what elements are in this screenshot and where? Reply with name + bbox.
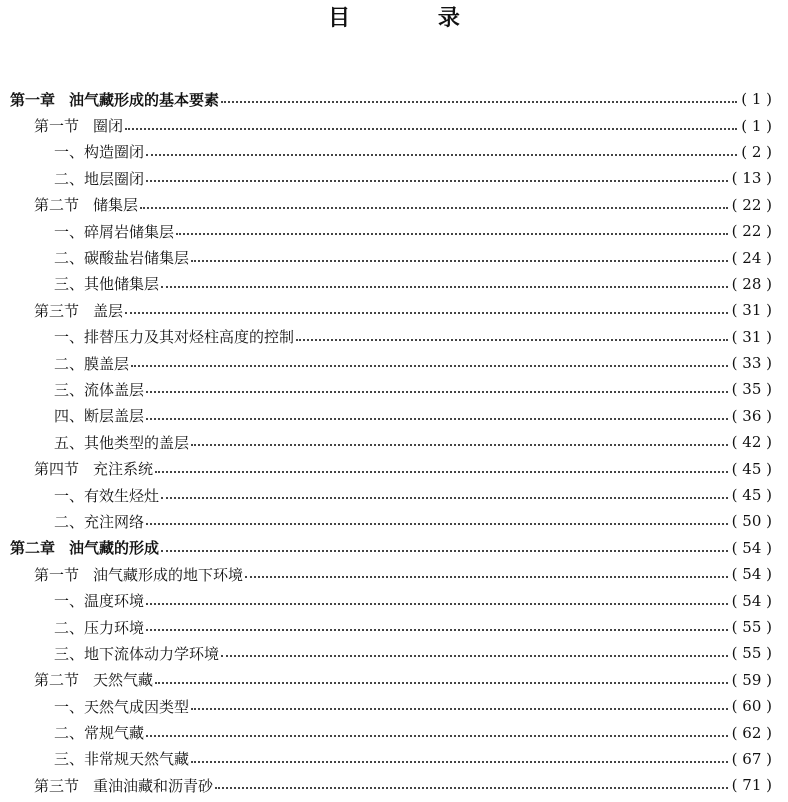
- toc-entry-page: ( 24 ): [731, 248, 772, 267]
- toc-entry-title: 流体盖层: [84, 380, 145, 399]
- toc-entry-chapter: [0, 535, 788, 561]
- toc-entry-title: 有效生烃灶: [84, 486, 160, 505]
- toc-entry-number: 第二章: [10, 539, 56, 558]
- toc-entry-title: 碎屑岩储集层: [84, 222, 175, 241]
- toc-entry-number: 二、: [54, 249, 85, 268]
- dot-leader: [155, 682, 728, 684]
- toc-entry-title: 其他储集层: [84, 275, 160, 294]
- toc-entry-number: 第一章: [10, 90, 56, 109]
- toc-entry-number: 第三节: [34, 776, 80, 795]
- toc-entry-title: 油气藏形成的基本要素: [69, 90, 220, 109]
- toc-entry-page: ( 55 ): [731, 618, 772, 636]
- toc-entry-label: [54, 485, 159, 506]
- toc-entry-section: [0, 192, 788, 218]
- toc-entry-item: [0, 139, 788, 165]
- toc-entry-page: ( 35 ): [731, 380, 772, 399]
- toc-entry-item: [0, 244, 788, 270]
- toc-entry-label: [54, 405, 144, 426]
- toc-entry-title: 圈闭: [93, 117, 124, 136]
- toc-entry-section: [0, 561, 788, 587]
- toc-entry-label: [54, 221, 174, 242]
- toc-entry-section: [0, 112, 788, 138]
- toc-entry-page: ( 62 ): [731, 723, 772, 742]
- toc-entry-section: [0, 297, 788, 323]
- toc-entry-number: 三、: [54, 750, 85, 769]
- toc-entry-number: 二、: [54, 354, 85, 373]
- toc-entry-label: [54, 379, 144, 400]
- toc-entry-page: ( 33 ): [731, 354, 772, 373]
- toc-entry-label: [34, 300, 123, 321]
- toc-entry-number: 一、: [54, 328, 85, 347]
- dot-leader: [221, 655, 728, 657]
- toc-entry-number: 二、: [54, 169, 85, 188]
- toc-entry-title: 构造圈闭: [84, 143, 145, 162]
- dot-leader: [161, 550, 728, 552]
- dot-leader: [176, 233, 728, 235]
- dot-leader: [146, 523, 728, 525]
- toc-entry-label: [34, 669, 153, 690]
- dot-leader: [146, 154, 737, 156]
- toc-entry-label: [54, 643, 219, 664]
- toc-entry-number: 一、: [54, 143, 85, 162]
- toc-entry-title: 温度环境: [84, 592, 145, 611]
- toc-entry-title: 地层圈闭: [84, 169, 145, 188]
- toc-entry-number: 二、: [54, 618, 85, 637]
- dot-leader: [221, 101, 737, 103]
- dot-leader: [146, 418, 728, 420]
- toc-entry-label: [54, 168, 144, 189]
- dot-leader: [146, 629, 728, 631]
- toc-entry-number: 一、: [54, 697, 85, 716]
- dot-leader: [146, 180, 728, 182]
- toc-entry-label: [54, 696, 189, 717]
- toc-entry-label: [54, 273, 159, 294]
- toc-entry-label: [54, 617, 144, 638]
- toc-entry-label: [10, 89, 219, 110]
- toc-entry-title: 非常规天然气藏: [84, 750, 190, 769]
- dot-leader: [161, 286, 728, 288]
- toc-entry-item: [0, 614, 788, 640]
- toc-entry-number: 第三节: [34, 301, 80, 320]
- dot-leader: [125, 312, 728, 314]
- toc-entry-item: [0, 719, 788, 745]
- toc-entry-item: [0, 693, 788, 719]
- toc-entry-title: 重油油藏和沥青砂: [93, 776, 214, 795]
- dot-leader: [191, 444, 728, 446]
- toc-entry-page: ( 71 ): [731, 776, 772, 795]
- toc-entry-number: 二、: [54, 724, 85, 743]
- toc-entry-title: 膜盖层: [84, 354, 130, 373]
- toc-entry-title: 油气藏形成的地下环境: [93, 565, 244, 584]
- toc-entry-title: 其他类型的盖层: [84, 433, 190, 452]
- toc-entry-title: 盖层: [93, 301, 124, 320]
- toc-entry-page: ( 55 ): [731, 644, 772, 663]
- toc-entry-section: [0, 772, 788, 798]
- toc-entry-page: ( 31 ): [731, 327, 772, 346]
- toc-entry-item: [0, 482, 788, 508]
- toc-entry-item: [0, 587, 788, 613]
- toc-entry-label: [10, 537, 159, 558]
- toc-entry-label: [54, 511, 144, 532]
- toc-entry-page: ( 31 ): [731, 301, 772, 320]
- dot-leader: [191, 260, 728, 262]
- toc-entry-label: [54, 141, 144, 162]
- toc-entry-item: [0, 746, 788, 772]
- toc-entry-item: [0, 218, 788, 244]
- toc-entry-title: 天然气藏: [93, 671, 154, 690]
- toc-entry-page: ( 28 ): [731, 274, 772, 293]
- toc-entry-label: [54, 247, 189, 268]
- toc-entry-item: [0, 165, 788, 191]
- toc-entry-number: 四、: [54, 407, 85, 426]
- toc-entry-page: ( 54 ): [731, 538, 772, 557]
- toc-entry-label: [54, 590, 144, 611]
- toc-entry-number: 一、: [54, 486, 85, 505]
- toc-entry-item: [0, 429, 788, 455]
- toc-entry-number: 第二节: [34, 196, 80, 215]
- toc-entry-title: 天然气成因类型: [84, 697, 190, 716]
- dot-leader: [191, 708, 728, 710]
- dot-leader: [125, 128, 737, 130]
- toc-entry-page: ( 54 ): [731, 591, 772, 610]
- toc-entry-number: 一、: [54, 222, 85, 241]
- toc-entry-page: ( 22 ): [731, 222, 772, 241]
- toc-entry-number: 三、: [54, 275, 85, 294]
- dot-leader: [161, 497, 728, 499]
- dot-leader: [215, 787, 728, 789]
- dot-leader: [146, 391, 728, 393]
- toc-entry-label: [34, 564, 243, 585]
- toc-entry-number: 三、: [54, 644, 85, 663]
- toc-entry-page: ( 42 ): [731, 433, 772, 452]
- toc-entry-chapter: [0, 86, 788, 112]
- toc-entry-label: [54, 432, 189, 453]
- toc-entry-title: 压力环境: [84, 618, 145, 637]
- toc-entry-section: [0, 455, 788, 481]
- toc-entry-title: 地下流体动力学环境: [84, 644, 220, 663]
- toc-entry-item: [0, 376, 788, 402]
- toc-entry-item: [0, 350, 788, 376]
- toc-entry-title: 充注系统: [93, 460, 154, 479]
- toc-entry-number: 三、: [54, 380, 85, 399]
- toc-entry-label: [34, 775, 213, 796]
- toc-entry-label: [34, 194, 138, 215]
- toc-entry-page: ( 50 ): [731, 512, 772, 531]
- toc-entry-label: [54, 353, 129, 374]
- dot-leader: [131, 365, 728, 367]
- toc-entry-title: 储集层: [93, 196, 139, 215]
- toc-entry-label: [54, 722, 144, 743]
- toc-entry-page: ( 67 ): [731, 749, 772, 768]
- toc-entry-label: [54, 748, 189, 769]
- toc-entry-page: ( 1 ): [741, 90, 772, 109]
- toc-entry-title: 常规气藏: [84, 724, 145, 743]
- dot-leader: [155, 471, 728, 473]
- toc-entry-number: 二、: [54, 512, 85, 531]
- dot-leader: [146, 735, 728, 737]
- toc-entry-label: [34, 115, 123, 136]
- toc-entry-item: [0, 640, 788, 666]
- toc-entry-title: 排替压力及其对烃柱高度的控制: [84, 328, 295, 347]
- toc-entry-number: 第一节: [34, 565, 80, 584]
- page-title: 目 录: [328, 6, 500, 31]
- toc-entry-title: 断层盖层: [84, 407, 145, 426]
- dot-leader: [191, 761, 728, 763]
- toc-entry-page: ( 45 ): [731, 486, 772, 505]
- dot-leader: [296, 339, 728, 341]
- table-of-contents: [0, 86, 788, 799]
- toc-entry-number: 第四节: [34, 460, 80, 479]
- toc-entry-item: [0, 324, 788, 350]
- toc-entry-page: ( 54 ): [731, 565, 772, 584]
- toc-entry-label: [34, 458, 153, 479]
- toc-entry-page: ( 22 ): [731, 195, 772, 214]
- toc-entry-page: ( 59 ): [731, 670, 772, 689]
- toc-entry-label: [54, 326, 294, 347]
- toc-entry-title: 碳酸盐岩储集层: [84, 249, 190, 268]
- toc-entry-number: 一、: [54, 592, 85, 611]
- toc-entry-number: 五、: [54, 433, 85, 452]
- toc-entry-item: [0, 508, 788, 534]
- dot-leader: [146, 603, 728, 605]
- toc-entry-title: 油气藏的形成: [69, 539, 160, 558]
- toc-entry-page: ( 13 ): [731, 169, 772, 188]
- toc-entry-page: ( 60 ): [731, 697, 772, 716]
- toc-entry-page: ( 2 ): [741, 142, 772, 161]
- toc-entry-number: 第一节: [34, 117, 80, 136]
- toc-entry-item: [0, 271, 788, 297]
- toc-entry-number: 第二节: [34, 671, 80, 690]
- dot-leader: [140, 207, 728, 209]
- toc-entry-title: 充注网络: [84, 512, 145, 531]
- toc-entry-item: [0, 403, 788, 429]
- dot-leader: [245, 576, 728, 578]
- toc-entry-section: [0, 667, 788, 693]
- toc-entry-page: ( 1 ): [741, 116, 772, 135]
- toc-entry-page: ( 36 ): [731, 406, 772, 425]
- toc-entry-page: ( 45 ): [731, 459, 772, 478]
